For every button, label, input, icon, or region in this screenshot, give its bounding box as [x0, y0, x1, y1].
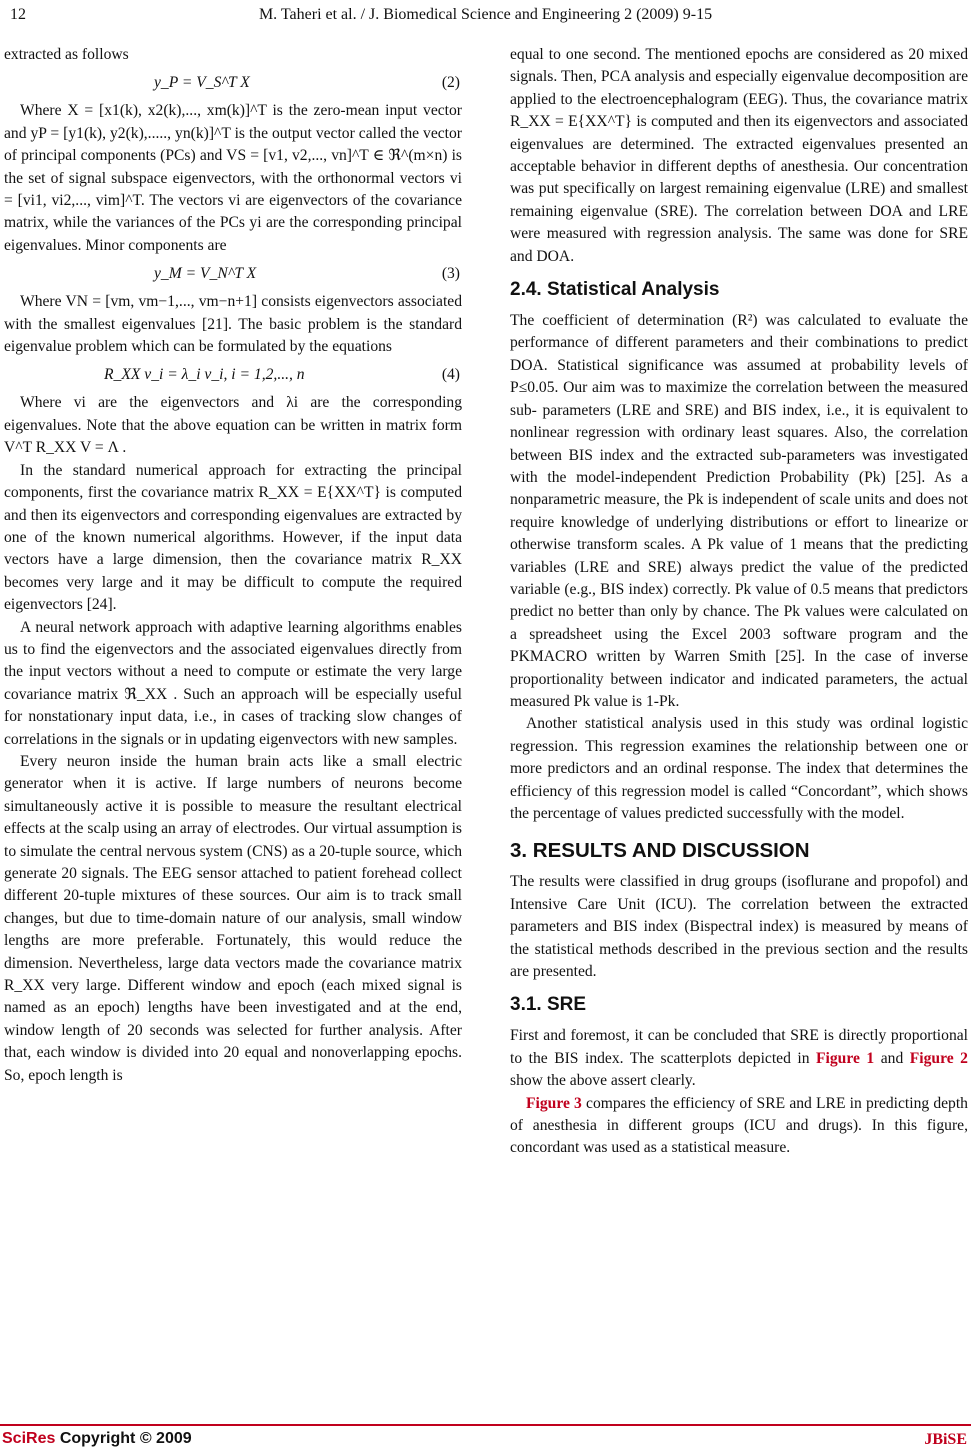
section-heading: 2.4. Statistical Analysis	[510, 279, 720, 301]
text-run: show the above assert clearly.	[510, 1072, 696, 1090]
paragraph	[510, 1093, 968, 1160]
footer-copyright	[2, 1430, 192, 1448]
left-column	[4, 44, 462, 1087]
journal-abbrev: JBiSE	[924, 1431, 967, 1448]
paragraph	[510, 1025, 968, 1092]
text-run: compares the efficiency of SRE and LRE in predicting depth of anesthesia in different groups (ICU and drugs). In this figure, concordant was used as a statistical measure.	[510, 1094, 968, 1157]
equation-3	[4, 257, 462, 291]
paragraph: Where VN = [vm, vm−1,..., vm−n+1] consists eigenvectors associated with the smallest eigenvalues [21]. The basic problem is the standard eigenvalue problem which can be formulated by the equations	[4, 293, 462, 356]
paragraph: Another statistical analysis used in this study was ordinal logistic regression. This regression examines the relationship between one or more predictors and an ordinal response. The index that determines the efficiency of this regression model is called “Concordant”, which shows the percentage of values predicted successfully with the model.	[510, 715, 968, 822]
equation-body: R_XX v_i = λ_i v_i, i = 1,2,..., n	[104, 366, 305, 384]
paragraph: A neural network approach with adaptive learning algorithms enables us to find the eigenvectors and the associated eigenvalues directly from the input vectors without a need to compute or estimate the very large covariance matrix ℜ_XX . Such an approach will be especially useful for nonstationary input data, i.e., in cases of tracking slow changes of correlations in the signals or in updating eigenvectors with new samples.	[4, 618, 462, 748]
paragraph: Every neuron inside the human brain acts like a small electric generator when it is active. If large numbers of neurons become simultaneously active it is possible to measure the resultant electrical effects at the scalp using an array of electrodes. Our virtual assumption is to simulate the central nervous system (CNS) as a 20-tuple source, which generate 20 signals. The EEG sensor attached to patient forehead collect different 20-tuple mixtures of these sources. Our aim is to track small changes, but due to time-domain nature of our analysis, small window lengths are more preferable. Fortunately, this would reduce the dimension. Nevertheless, large data vectors made the covariance matrix R_XX very large. Different window and epoch (each mixed signal is named as an epoch) lengths have been investigated and at the end, window length of 20 seconds was selected for further analysis. After that, each window is divided into 20 equal and nonoverlapping epochs. So, epoch length is	[4, 752, 462, 1084]
running-header	[10, 6, 961, 32]
text-run: and	[874, 1049, 910, 1067]
equation-number: (2)	[441, 74, 460, 92]
page-number: 12	[10, 6, 26, 23]
paragraph: In the standard numerical approach for extracting the principal components, first the covariance matrix R_XX = E{XX^T} is computed and then its eigenvectors and corresponding eigenvalues are extracted by one of the known numerical algorithms. However, if the input data vectors have a large dimension, then the covariance matrix R_XX becomes very large and it may be difficult to compute the required eigenvectors [24].	[4, 461, 462, 614]
equation-number: (3)	[441, 265, 460, 283]
right-column	[510, 44, 968, 1160]
equation-4	[4, 358, 462, 392]
paragraph: The coefficient of determination (R²) was calculated to evaluate the performance of different parameters and their combinations to predict DOA. Statistical significance was assumed at probability levels of P≤0.05. Our aim was to maximize the correlation between the measured sub- parameters (LRE and SRE) and BIS index, i.e., it is equivalent to nonlinear regression with ordinary least squares. Also, the correlation between BIS index and the extracted sub-parameters was investigated with the model-independent Prediction Probability (Pk) [25]. As a nonparametric measure, the Pk is independent of scale units and does not require knowledge of underlying distributions or effort to linearize or otherwise transform scales. A Pk value of 1 means that the predicting variables (LRE and SRE) always predict the value of the predicted variable (e.g., BIS index) correctly. Pk value of 0.5 means that predictors predict no better than only by chance. The Pk values were calculated on a spreadsheet using the Excel 2003 software program and the PKMACRO written by Warren Smith [25]. In the case of inverse proportionality between indicator and indicated parameters, the actual measured Pk value is 1-Pk.	[510, 312, 968, 710]
publisher-logo: SciRes	[2, 1430, 56, 1447]
figure-1-link[interactable]: Figure 1	[816, 1049, 875, 1067]
subsection-heading: 3.1. SRE	[510, 994, 587, 1016]
figure-2-link[interactable]: Figure 2	[909, 1049, 968, 1067]
equation-number: (4)	[441, 366, 460, 384]
figure-3-link[interactable]: Figure 3	[526, 1094, 582, 1112]
paragraph: Where X = [x1(k), x2(k),..., xm(k)]^T is the zero-mean input vector and yP = [y1(k), y2(k),....., yn(k)]^T is the output vector called the vector of principal components (PCs) and VS = [v1, v2,..., vn]^T ∈ ℜ^(m×n) is the set of signal subspace eigenvectors, with the orthonormal vectors vi = [vi1, vi2,..., vim]^T. The vectors vi are eigenvectors of the covariance matrix, while the variances of the PCs yi are the corresponding principal eigenvalues. Minor components are	[4, 102, 462, 254]
paragraph: extracted as follows	[4, 46, 129, 63]
equation-body: y_M = V_N^T X	[154, 265, 257, 283]
section-heading: 3. RESULTS AND DISCUSSION	[510, 839, 810, 863]
equation-2	[4, 66, 462, 100]
paragraph: equal to one second. The mentioned epochs are considered as 20 mixed signals. Then, PCA analysis and especially eigenvalue decomposition are applied to the electroencephalogram (EEG). Thus, the covariance matrix R_XX = E{XX^T} is computed and then its eigenvectors and associated eigenvalues are determined. The extracted eigenvalues presented an acceptable behavior in different depths of anesthesia. Our concentration was put specifically on largest remaining eigenvalue (LRE) and smallest remaining eigenvalue (SRE). The correlation between DOA and LRE were measured with regression analysis. The same was done for SRE and DOA.	[510, 46, 968, 265]
paragraph: The results were classified in drug groups (isoflurane and propofol) and Intensive Care Unit (ICU). The correlation between the extracted parameters and BIS index (Bispectral index) is measured by means of the statistical methods described in the previous section and the results are presented.	[510, 873, 968, 981]
text-run: First and foremost, it can be concluded that SRE is directly proportional to the BIS index. The scatterplots depicted in	[510, 1027, 968, 1067]
running-title: M. Taheri et al. / J. Biomedical Science and Engineering 2 (2009) 9-15	[258, 6, 713, 23]
copyright-text: Copyright © 2009	[55, 1430, 192, 1447]
equation-body: y_P = V_S^T X	[154, 74, 250, 92]
paragraph: Where vi are the eigenvectors and λi are the corresponding eigenvalues. Note that the above equation can be written in matrix form V^T R_XX V = Λ .	[4, 394, 462, 457]
page-footer	[0, 1424, 971, 1454]
